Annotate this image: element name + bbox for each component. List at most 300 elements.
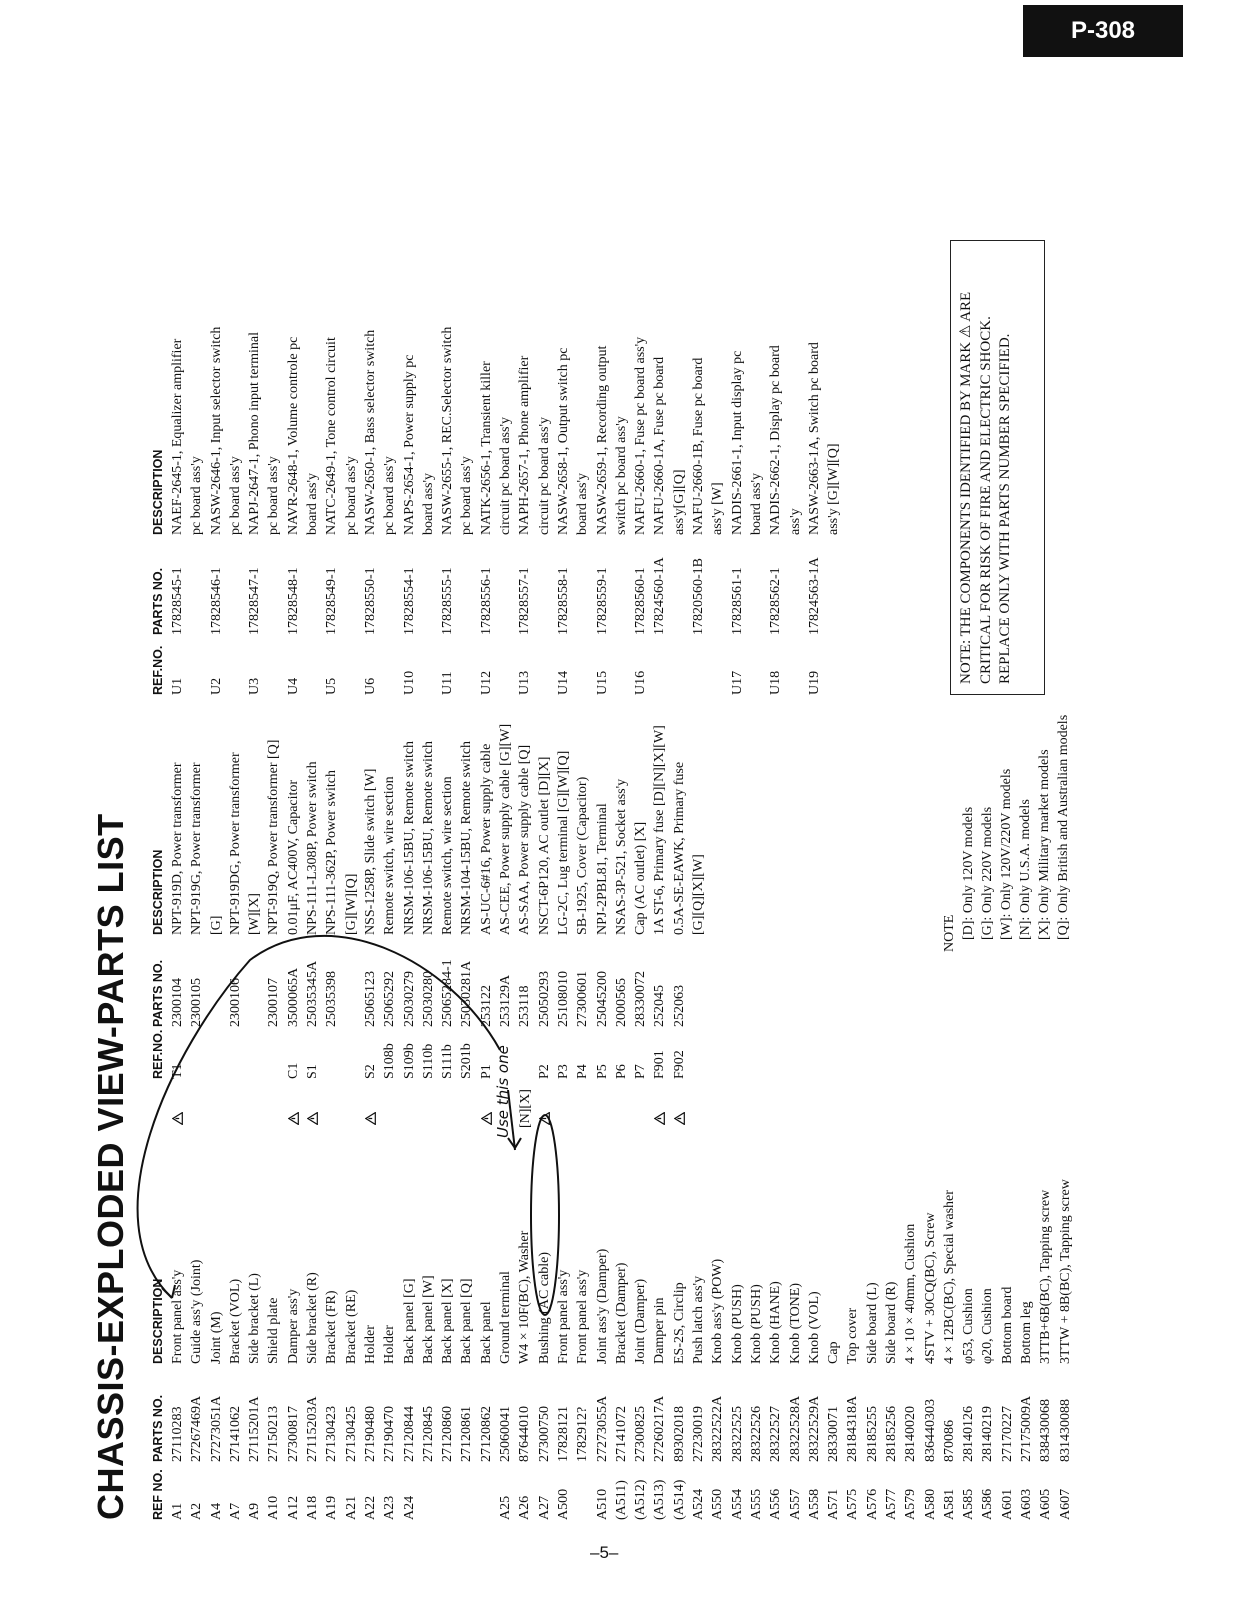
parts-no: 25060041 — [498, 1406, 514, 1462]
parts-no: 25030280 — [420, 971, 436, 1027]
parts-row — [438, 1140, 457, 1520]
parts-no: 253122 — [478, 985, 494, 1027]
ref-no — [438, 1462, 457, 1520]
description: NPJ-2PBL81, Terminal — [594, 803, 610, 935]
parts-row — [400, 705, 419, 1125]
parts-no: 25065292 — [382, 971, 398, 1027]
description: Bracket (RE) — [343, 1289, 359, 1364]
description: Top cover — [845, 1307, 861, 1364]
parts-row — [226, 705, 245, 1125]
description: Knob (TONE) — [787, 1282, 803, 1364]
parts-row — [515, 1140, 534, 1520]
description: NRSM-104-15BU, Remote switch — [459, 740, 475, 935]
parts-row — [650, 230, 669, 695]
handwritten-extra: [N][X] — [518, 1089, 533, 1128]
ref-no — [786, 635, 805, 695]
parts-no: 27115203A — [305, 1396, 321, 1462]
ref-no: P4 — [575, 1064, 591, 1079]
description: switch pc board ass'y — [613, 416, 629, 535]
ref-no: U1 — [170, 677, 185, 695]
ref-no: C1 — [285, 1062, 301, 1079]
parts-no: 17824563-1A — [806, 557, 822, 635]
parts-no: 838430068 — [1038, 1399, 1054, 1462]
parts-no: 836440303 — [922, 1399, 938, 1462]
parts-row — [824, 230, 843, 695]
parts-row — [361, 705, 380, 1125]
description: 3TTB+6B(BC), Tapping screw — [1038, 1189, 1054, 1364]
description: Ground terminal — [498, 1271, 514, 1364]
parts-no: 28322528A — [787, 1395, 803, 1462]
ref-no: A7 — [227, 1502, 243, 1520]
ref-no: U14 — [555, 670, 571, 695]
ref-no: S108b — [382, 1043, 398, 1079]
ref-no: A25 — [498, 1495, 514, 1520]
parts-no: 25108010 — [555, 971, 571, 1027]
parts-no: 27190480 — [362, 1406, 378, 1462]
description: NRSM-106-15BU, Remote switch — [401, 740, 417, 935]
ref-no: A4 — [208, 1502, 224, 1520]
parts-row — [322, 705, 341, 1125]
parts-row — [380, 1140, 399, 1520]
parts-row — [400, 230, 419, 695]
parts-no: 831430088 — [1057, 1399, 1073, 1462]
parts-no: 28140020 — [903, 1406, 919, 1462]
parts-no: 17828121 — [555, 1406, 571, 1462]
description: φ20, Cushion — [980, 1288, 996, 1364]
description: Joint (Damper) — [633, 1278, 649, 1364]
parts-row — [670, 1140, 689, 1520]
parts-no: 17828555-1 — [440, 567, 456, 635]
header-ref: REF NO. — [151, 1469, 165, 1520]
warning-triangle-icon — [307, 1112, 318, 1125]
parts-row — [419, 1140, 438, 1520]
note-line: [X]: Only Military market models — [1037, 749, 1052, 940]
parts-row — [187, 230, 206, 695]
description: Back panel [W] — [420, 1275, 436, 1364]
description: NAFU-2660-1A, Fuse pc board — [652, 356, 668, 535]
rotated-document — [90, 230, 1150, 1520]
parts-no: 27110283 — [170, 1406, 185, 1462]
ref-no — [496, 635, 515, 695]
ref-no: (A511) — [613, 1480, 629, 1520]
ref-no: U6 — [362, 677, 378, 695]
ref-no: A10 — [266, 1495, 282, 1520]
parts-row — [921, 1140, 940, 1520]
ref-no: S109b — [401, 1043, 417, 1079]
description: NPT-919DG, Power transformer — [227, 752, 243, 935]
ref-no — [342, 635, 361, 695]
parts-row — [438, 705, 457, 1125]
ref-no — [226, 635, 245, 695]
parts-row — [342, 705, 361, 1125]
ref-no: A605 — [1038, 1488, 1054, 1520]
description: NSCT-6P120, AC outlet [D][X] — [536, 756, 552, 935]
warning-triangle-icon — [539, 1112, 550, 1125]
parts-no: 27300817 — [285, 1406, 301, 1462]
ref-no: A575 — [845, 1488, 861, 1520]
description: Front panel ass'y — [575, 1269, 591, 1364]
parts-no: 17824560-1A — [652, 557, 668, 635]
description: Knob ass'y (POW) — [710, 1258, 726, 1364]
parts-row — [612, 705, 631, 1125]
handwritten-note: Use this one — [494, 1045, 512, 1138]
description: 0.01μF, AC400V, Capacitor — [285, 779, 301, 935]
parts-row — [766, 1140, 785, 1520]
parts-no: 25045200 — [594, 971, 610, 1027]
description: pc board ass'y — [227, 456, 243, 535]
description: [W][X] — [247, 893, 263, 935]
header-desc: DESCRIPTION — [151, 1278, 165, 1364]
parts-no: 27141062 — [227, 1406, 243, 1462]
parts-no — [245, 935, 264, 1027]
parts-row — [284, 1140, 303, 1520]
parts-row — [264, 230, 283, 695]
parts-no — [670, 535, 689, 635]
parts-row — [593, 705, 612, 1125]
parts-row — [515, 230, 534, 695]
parts-row — [226, 1140, 245, 1520]
description: ass'y [W] — [710, 482, 726, 535]
parts-row — [187, 705, 206, 1125]
parts-no: 25050293 — [536, 971, 552, 1027]
note-line: [N]: Only U.S.A. models — [1018, 799, 1033, 940]
description: 3TTW + 8B(BC), Tapping screw — [1057, 1179, 1073, 1364]
ref-no: A586 — [980, 1488, 996, 1520]
parts-row — [786, 230, 805, 695]
parts-no: 1782912? — [575, 1406, 591, 1462]
parts-row — [168, 1140, 187, 1520]
column-header — [148, 230, 168, 695]
ref-no: A571 — [826, 1488, 842, 1520]
parts-no: 28322527 — [768, 1406, 784, 1462]
parts-no: 2300106 — [227, 978, 243, 1027]
parts-row — [978, 1140, 997, 1520]
parts-row — [322, 1140, 341, 1520]
parts-no: 27300825 — [633, 1406, 649, 1462]
parts-no: 28322526 — [748, 1406, 764, 1462]
ref-no: U16 — [633, 670, 649, 695]
ref-no — [515, 1027, 534, 1079]
ref-no — [535, 635, 554, 695]
parts-row — [631, 230, 650, 695]
parts-no: 27120861 — [459, 1406, 475, 1462]
ref-no: U12 — [478, 670, 494, 695]
parts-row — [805, 230, 824, 695]
parts-row — [766, 230, 785, 695]
ref-no — [322, 1027, 341, 1079]
parts-no — [535, 535, 554, 635]
ref-no: U18 — [768, 670, 784, 695]
parts-column-3 — [148, 230, 843, 695]
ref-no: S110b — [420, 1043, 436, 1079]
description: Shield plate — [266, 1297, 282, 1364]
description: NADIS-2662-1, Display pc board — [768, 345, 784, 535]
ref-no: A21 — [343, 1495, 359, 1520]
parts-no — [342, 535, 361, 635]
ref-no: S2 — [362, 1064, 378, 1079]
description: Cap (AC outlet) [X] — [633, 821, 649, 935]
description: Bottom leg — [1019, 1301, 1035, 1364]
parts-no: 27273055A — [594, 1395, 610, 1462]
parts-no: 17828545-1 — [170, 567, 185, 635]
parts-row — [728, 230, 747, 695]
parts-no: 17828546-1 — [208, 567, 224, 635]
parts-row — [342, 1140, 361, 1520]
ref-no — [747, 635, 766, 695]
note-line: [Q]: Only British and Australian models — [1056, 714, 1071, 940]
description: 4STV + 30CQ(BC), Screw — [922, 1212, 938, 1364]
parts-row — [631, 1140, 650, 1520]
parts-no — [303, 535, 322, 635]
parts-no: 3500065A — [285, 967, 301, 1027]
ref-no: U2 — [208, 677, 224, 695]
description: ass'y — [787, 508, 803, 535]
parts-row — [708, 230, 727, 695]
parts-row — [786, 1140, 805, 1520]
description: NPT-919G, Power transformer — [189, 762, 205, 935]
description: NAPS-2654-1, Power supply pc — [401, 354, 417, 535]
description: NAFU-2660-1B, Fuse pc board — [691, 357, 707, 535]
parts-row — [361, 1140, 380, 1520]
parts-row — [303, 705, 322, 1125]
parts-no: 17828549-1 — [324, 567, 340, 635]
warning-triangle-icon — [674, 1112, 685, 1125]
parts-no: 17828550-1 — [362, 567, 378, 635]
ref-no: U4 — [285, 677, 301, 695]
note-line: [W]: Only 120V/220V models — [999, 768, 1014, 940]
ref-no: A19 — [324, 1495, 340, 1520]
parts-row — [728, 1140, 747, 1520]
ref-no: S1 — [305, 1064, 321, 1079]
ref-no — [457, 1462, 476, 1520]
ref-no — [824, 635, 843, 695]
parts-no: 17828558-1 — [555, 567, 571, 635]
page-number: –5– — [590, 1543, 619, 1562]
parts-row — [419, 230, 438, 695]
description: NPT-919Q, Power transformer [Q] — [266, 739, 282, 935]
parts-no — [342, 935, 361, 1027]
ref-no — [573, 635, 592, 695]
parts-row — [515, 705, 534, 1125]
parts-row — [554, 230, 573, 695]
parts-row — [689, 705, 708, 1125]
parts-no: 27300750 — [536, 1406, 552, 1462]
parts-no: 28140219 — [980, 1406, 996, 1462]
ref-no: A12 — [285, 1495, 301, 1520]
description: AS-SAA, Power supply cable [Q] — [517, 744, 533, 935]
description: board ass'y — [305, 472, 321, 535]
parts-no: 28140126 — [961, 1406, 977, 1462]
ref-no: U3 — [247, 677, 263, 695]
parts-no: 253118 — [517, 985, 533, 1027]
description: board ass'y — [748, 472, 764, 535]
parts-no: 27267469A — [189, 1395, 205, 1462]
parts-no: 25035398 — [324, 971, 340, 1027]
parts-row — [457, 1140, 476, 1520]
ref-no — [689, 635, 708, 695]
header-parts: PARTS NO. — [151, 1394, 165, 1462]
description: NASW-2659-1, Recording output — [594, 345, 610, 535]
parts-row — [554, 1140, 573, 1520]
warning-triangle-icon — [481, 1112, 492, 1125]
parts-row — [1056, 1140, 1075, 1520]
parts-row — [438, 230, 457, 695]
description: NAPH-2657-1, Phone amplifier — [517, 355, 533, 535]
ref-no: A26 — [517, 1495, 533, 1520]
parts-row — [226, 230, 245, 695]
ref-no: A576 — [864, 1488, 880, 1520]
description: AS-CEE, Power supply cable [G][W] — [498, 723, 514, 935]
description: LG-2C, Lug terminal [G][W][Q] — [555, 750, 571, 935]
ref-no: A603 — [1019, 1488, 1035, 1520]
parts-no: 28185255 — [864, 1406, 880, 1462]
parts-no: 28184318A — [845, 1395, 861, 1462]
ref-no: A550 — [710, 1488, 726, 1520]
parts-row — [477, 1140, 496, 1520]
parts-no: 27115201A — [247, 1396, 263, 1462]
parts-row — [477, 230, 496, 695]
ref-no: P2 — [536, 1064, 552, 1079]
description: Holder — [382, 1325, 398, 1364]
description: NRSM-106-15BU, Remote switch — [420, 740, 436, 935]
description: [G] — [208, 915, 224, 935]
description: circuit pc board ass'y — [498, 417, 514, 535]
parts-no: 17828556-1 — [478, 567, 494, 635]
ref-no: A601 — [999, 1488, 1015, 1520]
parts-row — [689, 1140, 708, 1520]
parts-row — [457, 230, 476, 695]
warning-triangle-icon — [172, 1112, 183, 1125]
parts-no — [207, 935, 226, 1027]
ref-no: A24 — [401, 1495, 417, 1520]
ref-no — [187, 635, 206, 695]
parts-no: 28330071 — [826, 1406, 842, 1462]
parts-no: 17828548-1 — [285, 567, 301, 635]
parts-no: 27120860 — [440, 1406, 456, 1462]
parts-no: 27141072 — [613, 1406, 629, 1462]
ref-no — [303, 635, 322, 695]
ref-no: A607 — [1057, 1488, 1073, 1520]
ref-no: A500 — [555, 1488, 571, 1520]
parts-no — [824, 535, 843, 635]
description: NSAS-3P-521, Socket ass'y — [613, 778, 629, 935]
ref-no: U10 — [401, 670, 417, 695]
description: Joint ass'y (Damper) — [594, 1248, 610, 1364]
parts-no: 27120845 — [420, 1406, 436, 1462]
description: NPT-919D, Power transformer — [170, 762, 185, 935]
ref-no: U17 — [729, 670, 745, 695]
description: NASW-2655-1, REC.Selector switch — [440, 326, 456, 535]
parts-no: 27190470 — [382, 1406, 398, 1462]
description: board ass'y — [420, 472, 436, 535]
parts-row — [284, 230, 303, 695]
parts-no: 27150213 — [266, 1406, 282, 1462]
parts-no: 27273051A — [208, 1395, 224, 1462]
parts-no — [264, 535, 283, 635]
description: NSS-1258P, Slide switch [W] — [362, 768, 378, 935]
parts-row — [940, 1140, 959, 1520]
parts-row — [593, 1140, 612, 1520]
ref-no — [419, 635, 438, 695]
parts-row — [400, 1140, 419, 1520]
description: Bushing (AC cable) — [536, 1252, 552, 1364]
parts-row — [187, 1140, 206, 1520]
description: AS-UC-6#16, Power supply cable — [478, 743, 494, 935]
ref-no: A9 — [247, 1502, 263, 1520]
parts-row — [573, 705, 592, 1125]
description: NATK-2656-1, Transient killer — [478, 361, 494, 535]
parts-no — [226, 535, 245, 635]
description: NAVR-2648-1, Volume controle pc — [285, 336, 301, 535]
ref-no: A554 — [729, 1488, 745, 1520]
parts-no: 252063 — [671, 985, 687, 1027]
parts-no: 27120844 — [401, 1406, 417, 1462]
ref-no — [245, 1027, 264, 1079]
header-ref: REF.NO. — [151, 645, 165, 695]
parts-row — [264, 705, 283, 1125]
parts-row — [245, 230, 264, 695]
ref-no: A556 — [768, 1488, 784, 1520]
parts-row — [612, 1140, 631, 1520]
parts-row — [612, 230, 631, 695]
parts-no — [786, 535, 805, 635]
parts-no — [496, 535, 515, 635]
parts-row — [882, 1140, 901, 1520]
ref-no: P3 — [555, 1064, 571, 1079]
description: Bracket (Damper) — [613, 1262, 629, 1364]
model-notes — [940, 715, 1073, 952]
description: Damper ass'y — [285, 1288, 301, 1364]
parts-row — [689, 230, 708, 695]
ref-no: P6 — [613, 1064, 629, 1079]
ref-no: A2 — [189, 1502, 205, 1520]
description: Back panel [G] — [401, 1278, 417, 1364]
ref-no — [380, 635, 399, 695]
parts-no: 28185256 — [883, 1406, 899, 1462]
ref-no: U19 — [806, 670, 822, 695]
ref-no — [573, 1462, 592, 1520]
parts-no: 28322525 — [729, 1406, 745, 1462]
description: Knob (PUSH) — [748, 1284, 764, 1364]
description: pc board ass'y — [189, 456, 205, 535]
column-header — [148, 705, 168, 1125]
parts-row — [535, 705, 554, 1125]
description: ass'y[G][Q] — [671, 469, 687, 535]
description: Back panel — [478, 1301, 494, 1364]
parts-row — [303, 230, 322, 695]
ref-no — [264, 1027, 283, 1079]
parts-row — [747, 230, 766, 695]
description: Push latch ass'y — [691, 1275, 707, 1364]
parts-row — [631, 705, 650, 1125]
warning-triangle-icon — [288, 1112, 299, 1125]
page-title: CHASSIS-EXPLODED VIEW-PARTS LIST — [90, 813, 131, 1520]
parts-row — [168, 705, 187, 1125]
parts-row — [843, 1140, 862, 1520]
ref-no: P1 — [478, 1064, 494, 1079]
ref-no: U5 — [324, 677, 340, 695]
parts-row — [747, 1140, 766, 1520]
description: Bracket (VOL) — [227, 1278, 243, 1364]
parts-no: 25035345A — [305, 960, 321, 1027]
ref-no: A579 — [903, 1488, 919, 1520]
parts-row — [901, 1140, 920, 1520]
parts-row — [573, 230, 592, 695]
ref-no — [264, 635, 283, 695]
ref-no: U11 — [440, 671, 456, 695]
parts-row — [303, 1140, 322, 1520]
parts-row — [264, 1140, 283, 1520]
